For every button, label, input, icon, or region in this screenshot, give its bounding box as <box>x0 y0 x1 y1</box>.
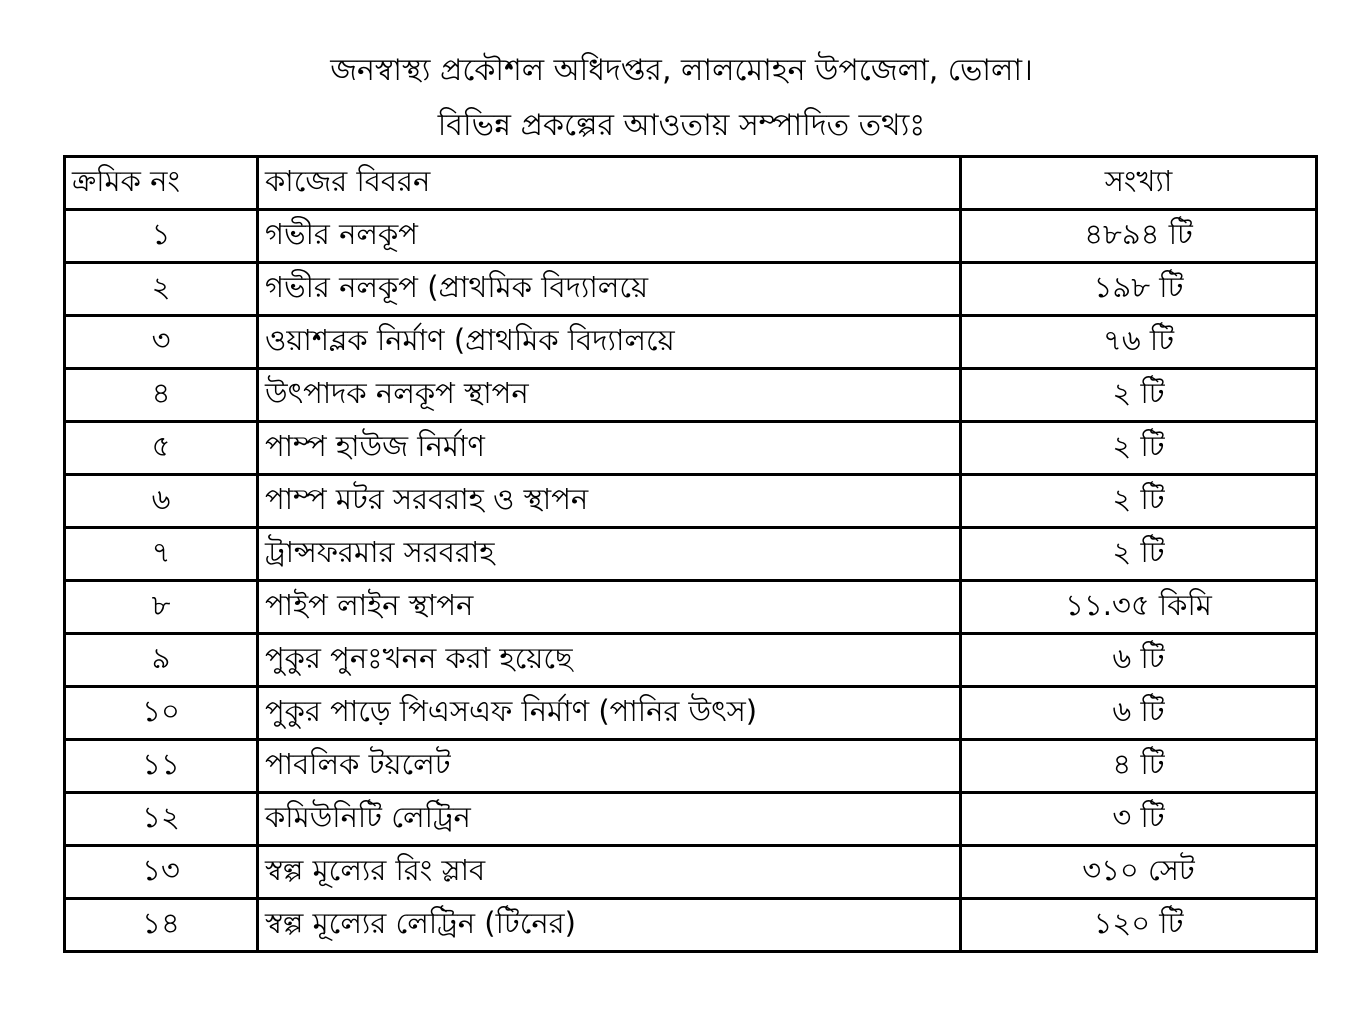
row-quantity: ২ টি <box>961 422 1317 475</box>
row-quantity: ৩ টি <box>961 793 1317 846</box>
row-serial: ১৪ <box>65 899 258 952</box>
row-quantity: ৬ টি <box>961 634 1317 687</box>
row-quantity: ২ টি <box>961 475 1317 528</box>
row-quantity: ২ টি <box>961 528 1317 581</box>
page-title: জনস্বাস্থ্য প্রকৌশল অধিদপ্তর, লালমোহন উপজেলা, ভোলা। <box>330 53 1033 88</box>
table-row <box>65 369 1317 422</box>
row-description: পাইপ লাইন স্থাপন <box>258 581 961 634</box>
header-quantity: সংখ্যা <box>961 157 1317 210</box>
table-row <box>65 528 1317 581</box>
row-serial: ৪ <box>65 369 258 422</box>
row-serial: ৯ <box>65 634 258 687</box>
row-quantity: ১৯৮ টি <box>961 263 1317 316</box>
row-quantity: ১২০ টি <box>961 899 1317 952</box>
row-serial: ১০ <box>65 687 258 740</box>
row-serial: ৬ <box>65 475 258 528</box>
row-description: পাম্প হাউজ নির্মাণ <box>258 422 961 475</box>
row-quantity: ৪৮৯৪ টি <box>961 210 1317 263</box>
row-quantity: ২ টি <box>961 369 1317 422</box>
row-description: পাম্প মটর সরবরাহ ও স্থাপন <box>258 475 961 528</box>
header-description: কাজের বিবরন <box>258 157 961 210</box>
table-row <box>65 634 1317 687</box>
table-row <box>65 899 1317 952</box>
row-description: পুকুর পাড়ে পিএসএফ নির্মাণ (পানির উৎস) <box>258 687 961 740</box>
row-serial: ১৩ <box>65 846 258 899</box>
table-row <box>65 263 1317 316</box>
row-description: কমিউনিটি লেট্রিন <box>258 793 961 846</box>
row-quantity: ১১.৩৫ কিমি <box>961 581 1317 634</box>
row-description: ওয়াশব্লক নির্মাণ (প্রাথমিক বিদ্যালয়ে <box>258 316 961 369</box>
table-row <box>65 687 1317 740</box>
table-row <box>65 422 1317 475</box>
table-row <box>65 475 1317 528</box>
table-body <box>65 210 1317 952</box>
row-serial: ৫ <box>65 422 258 475</box>
row-serial: ৩ <box>65 316 258 369</box>
row-quantity: ৩১০ সেট <box>961 846 1317 899</box>
row-description: ট্রান্সফরমার সরবরাহ <box>258 528 961 581</box>
row-description: পাবলিক টয়লেট <box>258 740 961 793</box>
page-subtitle: বিভিন্ন প্রকল্পের আওতায় সম্পাদিত তথ্যঃ <box>437 108 926 143</box>
table-row <box>65 316 1317 369</box>
row-description: গভীর নলকূপ (প্রাথমিক বিদ্যালয়ে <box>258 263 961 316</box>
row-description: পুকুর পুনঃখনন করা হয়েছে <box>258 634 961 687</box>
table-row <box>65 210 1317 263</box>
work-summary-table <box>63 155 1318 953</box>
row-serial: ১২ <box>65 793 258 846</box>
row-serial: ১ <box>65 210 258 263</box>
row-serial: ২ <box>65 263 258 316</box>
header-serial: ক্রমিক নং <box>65 157 258 210</box>
row-quantity: ৪ টি <box>961 740 1317 793</box>
table-row <box>65 740 1317 793</box>
table-row <box>65 581 1317 634</box>
row-description: স্বল্প মূল্যের লেট্রিন (টিনের) <box>258 899 961 952</box>
row-quantity: ৬ টি <box>961 687 1317 740</box>
row-description: স্বল্প মূল্যের রিং স্লাব <box>258 846 961 899</box>
row-serial: ১১ <box>65 740 258 793</box>
row-serial: ৭ <box>65 528 258 581</box>
row-description: গভীর নলকূপ <box>258 210 961 263</box>
row-description: উৎপাদক নলকূপ স্থাপন <box>258 369 961 422</box>
table-row <box>65 793 1317 846</box>
row-serial: ৮ <box>65 581 258 634</box>
table-row <box>65 846 1317 899</box>
table-header-row <box>65 157 1317 210</box>
row-quantity: ৭৬ টি <box>961 316 1317 369</box>
